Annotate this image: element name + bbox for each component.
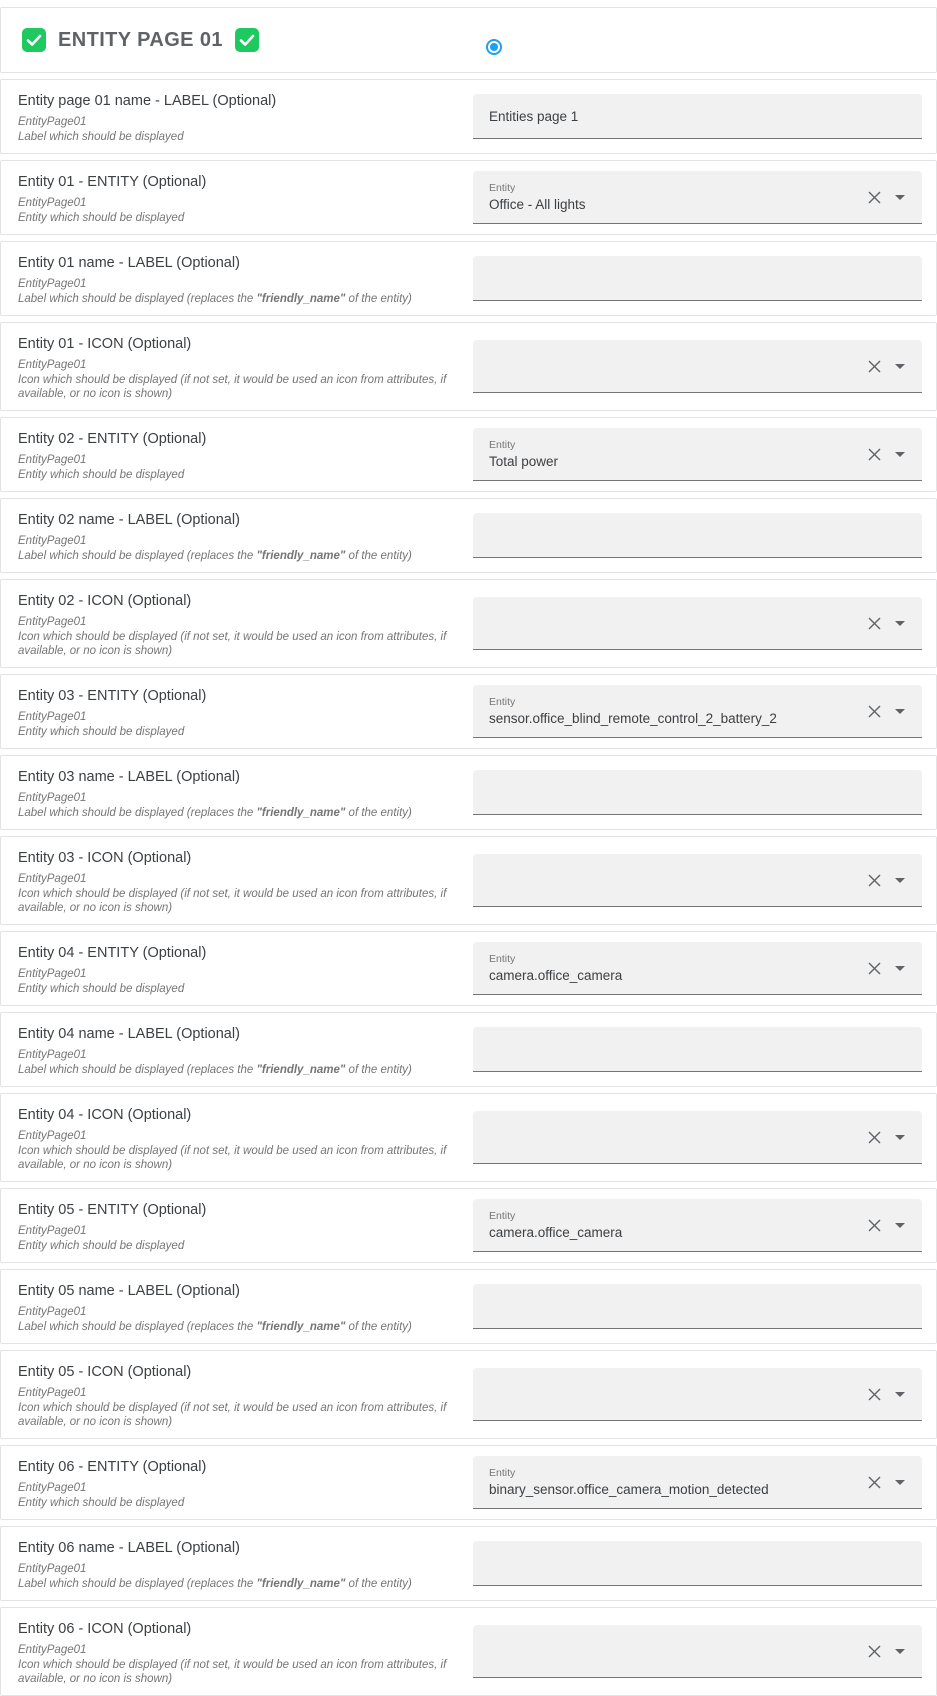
row-input-group [473,340,922,393]
select-content [489,1467,867,1497]
row-title: Entity 06 - ICON (Optional) [18,1621,192,1637]
row-entity-01-name [0,241,937,316]
chevron-down-icon[interactable] [895,1480,905,1485]
text-input[interactable] [473,513,922,558]
chevron-down-icon[interactable] [895,878,905,883]
row-title: Entity 06 - ENTITY (Optional) [18,1459,207,1475]
row-label-group [18,1536,468,1591]
row-input-group [473,1625,922,1678]
row-entity-06-icon [0,1607,937,1696]
row-title: Entity 04 - ICON (Optional) [18,1107,192,1123]
row-label-group [18,251,468,306]
clear-icon[interactable] [867,873,882,888]
select-box[interactable] [473,171,922,224]
select-box[interactable] [473,1111,922,1164]
row-label-group [18,1198,468,1253]
row-description: Icon which should be displayed (if not set, it would be used an icon from attributes, if available, or no icon is shown) [18,1659,447,1685]
clear-icon[interactable] [867,447,882,462]
row-title: Entity 05 - ICON (Optional) [18,1364,192,1380]
row-input-group [473,597,922,650]
row-title: Entity 05 name - LABEL (Optional) [18,1283,240,1299]
row-entity-04-icon [0,1093,937,1182]
row-input-group [473,685,922,738]
row-entity-01-entity [0,160,937,235]
row-label-group [18,684,468,739]
row-input-group [473,1456,922,1509]
row-title: Entity 01 - ENTITY (Optional) [18,174,207,190]
row-title: Entity 01 - ICON (Optional) [18,336,192,352]
chevron-down-icon[interactable] [895,1649,905,1654]
select-value: Total power [489,454,559,469]
row-input-group [473,942,922,995]
clear-icon[interactable] [867,1130,882,1145]
row-entity-03-entity [0,674,937,749]
row-label-group [18,427,468,482]
select-content [489,696,867,726]
row-meta: EntityPage01 [18,1225,87,1237]
row-meta: EntityPage01 [18,1644,87,1656]
select-value: binary_sensor.office_camera_motion_detected [489,1482,769,1497]
row-label-group [18,1279,468,1334]
chevron-down-icon[interactable] [895,709,905,714]
select-floating-label: Entity [489,439,516,451]
row-entity-05-entity [0,1188,937,1263]
row-entity-02-icon [0,579,937,668]
select-floating-label: Entity [489,182,516,194]
row-description: Entity which should be displayed [18,1497,185,1509]
row-meta: EntityPage01 [18,359,87,371]
row-label-group [18,508,468,563]
row-input-group [473,854,922,907]
clear-icon[interactable] [867,190,882,205]
select-floating-label: Entity [489,696,516,708]
row-meta: EntityPage01 [18,197,87,209]
row-entity-05-icon [0,1350,937,1439]
row-label-group [18,765,468,820]
select-content [489,953,867,983]
select-box[interactable] [473,1199,922,1252]
row-description: Icon which should be displayed (if not set, it would be used an icon from attributes, if available, or no icon is shown) [18,888,447,914]
row-title: Entity 02 - ENTITY (Optional) [18,431,207,447]
row-title: Entity 04 - ENTITY (Optional) [18,945,207,961]
chevron-down-icon[interactable] [895,1223,905,1228]
select-content [489,182,867,212]
select-value: camera.office_camera [489,1225,623,1240]
select-floating-label: Entity [489,1210,516,1222]
row-input-group [473,256,922,301]
chevron-down-icon[interactable] [895,195,905,200]
select-box[interactable] [473,340,922,393]
chevron-down-icon[interactable] [895,1392,905,1397]
row-title: Entity page 01 name - LABEL (Optional) [18,93,277,109]
row-label-group [18,1455,468,1510]
row-entity-03-icon [0,836,937,925]
select-content [489,1210,867,1240]
clear-icon[interactable] [867,1475,882,1490]
row-label-group [18,332,468,401]
select-value: camera.office_camera [489,968,623,983]
row-title: Entity 06 name - LABEL (Optional) [18,1540,240,1556]
row-description: Label which should be displayed (replaces the "friendly_name" of the entity) [18,807,412,819]
row-label-group [18,1022,468,1077]
clear-icon[interactable] [867,1644,882,1659]
row-title: Entity 02 - ICON (Optional) [18,593,192,609]
select-box[interactable] [473,1625,922,1678]
row-entity-04-entity [0,931,937,1006]
row-label-group [18,1103,468,1172]
row-entity-04-name [0,1012,937,1087]
row-meta: EntityPage01 [18,116,87,128]
row-input-group [473,1284,922,1329]
row-label-group [18,846,468,915]
form-rows [0,79,937,1696]
row-meta: EntityPage01 [18,1130,87,1142]
select-box[interactable] [473,942,922,995]
text-input[interactable] [473,1027,922,1072]
row-title: Entity 02 name - LABEL (Optional) [18,512,240,528]
row-label-group [18,89,468,144]
row-meta: EntityPage01 [18,873,87,885]
row-input-group [473,94,922,139]
row-description: Entity which should be displayed [18,726,185,738]
row-title: Entity 03 - ENTITY (Optional) [18,688,207,704]
row-description: Label which should be displayed (replaces the "friendly_name" of the entity) [18,1321,412,1333]
page-title: ENTITY PAGE 01 [58,28,223,51]
row-title: Entity 05 - ENTITY (Optional) [18,1202,207,1218]
row-entity-01-icon [0,322,937,411]
clear-icon[interactable] [867,1218,882,1233]
radio-button-selected[interactable] [486,39,502,55]
select-box[interactable] [473,854,922,907]
row-label-group [18,170,468,225]
row-entity-05-name [0,1269,937,1344]
row-description: Icon which should be displayed (if not set, it would be used an icon from attributes, if available, or no icon is shown) [18,631,447,657]
row-description: Icon which should be displayed (if not set, it would be used an icon from attributes, if available, or no icon is shown) [18,1402,447,1428]
row-title: Entity 03 - ICON (Optional) [18,850,192,866]
row-entity-02-entity [0,417,937,492]
row-label-group [18,941,468,996]
select-content [489,439,867,469]
checkbox-checked-icon-left[interactable] [22,28,46,52]
row-input-group [473,1541,922,1586]
row-description: Entity which should be displayed [18,983,185,995]
clear-icon[interactable] [867,1387,882,1402]
row-description: Label which should be displayed (replaces the "friendly_name" of the entity) [18,550,412,562]
chevron-down-icon[interactable] [895,1135,905,1140]
select-box[interactable] [473,1368,922,1421]
text-input[interactable] [473,256,922,301]
row-label-group [18,1617,468,1686]
row-meta: EntityPage01 [18,1049,87,1061]
select-value: Office - All lights [489,197,586,212]
row-input-group [473,171,922,224]
row-entity-06-entity [0,1445,937,1520]
row-description: Label which should be displayed [18,131,184,143]
row-meta: EntityPage01 [18,968,87,980]
select-floating-label: Entity [489,1467,516,1479]
text-input[interactable] [473,94,922,139]
row-meta: EntityPage01 [18,711,87,723]
row-title: Entity 04 name - LABEL (Optional) [18,1026,240,1042]
row-meta: EntityPage01 [18,1563,87,1575]
clear-icon[interactable] [867,704,882,719]
row-meta: EntityPage01 [18,792,87,804]
clear-icon[interactable] [867,961,882,976]
row-meta: EntityPage01 [18,1387,87,1399]
row-title: Entity 03 name - LABEL (Optional) [18,769,240,785]
select-floating-label: Entity [489,953,516,965]
checkbox-checked-icon-right[interactable] [235,28,259,52]
select-box[interactable] [473,1456,922,1509]
row-input-group [473,770,922,815]
row-input-group [473,1027,922,1072]
row-meta: EntityPage01 [18,278,87,290]
row-description: Label which should be displayed (replaces the "friendly_name" of the entity) [18,293,412,305]
chevron-down-icon[interactable] [895,966,905,971]
row-meta: EntityPage01 [18,616,87,628]
row-meta: EntityPage01 [18,535,87,547]
row-input-group [473,513,922,558]
row-label-group [18,1360,468,1429]
row-description: Entity which should be displayed [18,1240,185,1252]
row-description: Icon which should be displayed (if not set, it would be used an icon from attributes, if available, or no icon is shown) [18,374,447,400]
chevron-down-icon[interactable] [895,621,905,626]
chevron-down-icon[interactable] [895,364,905,369]
clear-icon[interactable] [867,359,882,374]
row-entity-page-01-name [0,79,937,154]
chevron-down-icon[interactable] [895,452,905,457]
select-box[interactable] [473,685,922,738]
row-input-group [473,1368,922,1421]
row-description: Icon which should be displayed (if not set, it would be used an icon from attributes, if available, or no icon is shown) [18,1145,447,1171]
header [0,7,937,73]
select-box[interactable] [473,428,922,481]
row-title: Entity 01 name - LABEL (Optional) [18,255,240,271]
select-value: sensor.office_blind_remote_control_2_battery_2 [489,711,777,726]
radio-dot [490,43,498,51]
row-input-group [473,428,922,481]
row-entity-06-name [0,1526,937,1601]
row-meta: EntityPage01 [18,1482,87,1494]
text-input[interactable] [473,1284,922,1329]
row-input-group [473,1199,922,1252]
row-meta: EntityPage01 [18,1306,87,1318]
row-description: Label which should be displayed (replaces the "friendly_name" of the entity) [18,1064,412,1076]
row-description: Label which should be displayed (replaces the "friendly_name" of the entity) [18,1578,412,1590]
row-entity-02-name [0,498,937,573]
text-input[interactable] [473,770,922,815]
row-label-group [18,589,468,658]
row-description: Entity which should be displayed [18,469,185,481]
clear-icon[interactable] [867,616,882,631]
select-box[interactable] [473,597,922,650]
row-description: Entity which should be displayed [18,212,185,224]
row-meta: EntityPage01 [18,454,87,466]
row-input-group [473,1111,922,1164]
text-input[interactable] [473,1541,922,1586]
row-entity-03-name [0,755,937,830]
